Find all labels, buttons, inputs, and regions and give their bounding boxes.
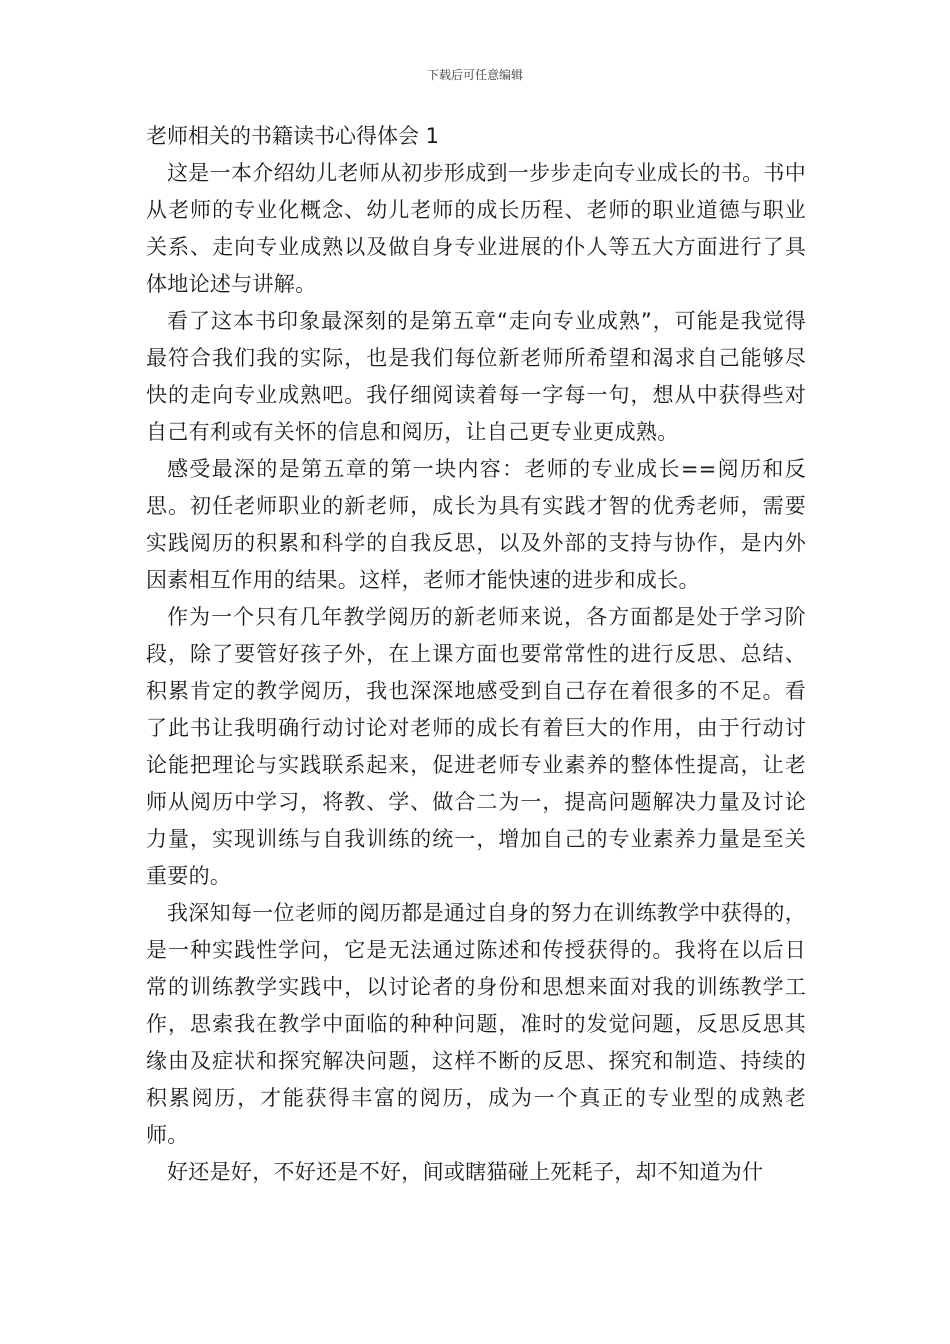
paragraph-6: 好还是好，不好还是不好，间或瞎猫碰上死耗子，却不知道为什 xyxy=(167,1160,764,1184)
paragraph-2: 看了这本书印象最深刻的是第五章“走向专业成熟”，可能是我觉得最符合我们我的实际，也是我们每位新老师所希望和渴求自己能够尽快的走向专业成熟吧。我仔细阅读着每一字每一句，想从中获得些对自己有利或有关怀的信息和阅历，让自己更专业更成熟。 xyxy=(146,309,806,444)
header-note: 下载后可任意编辑 xyxy=(426,68,523,82)
document-title: 老师相关的书籍读书心得体会 1 xyxy=(146,124,440,148)
paragraph-4: 作为一个只有几年教学阅历的新老师来说，各方面都是处于学习阶段，除了要管好孩子外，在上课方面也要常常性的进行反思、总结、积累肯定的教学阅历，我也深深地感受到自己存在着很多的不足。看了此书让我明确行动讨论对老师的成长有着巨大的作用，由于行动讨论能把理论与实践联系起来，促进老师专业素养的整体性提高，让老师从阅历中学习，将教、学、做合二为一，提高问题解决力量及讨论力量，实现训练与自我训练的统一，增加自己的专业素养力量是至关重要的。 xyxy=(146,605,806,888)
paragraph-3: 感受最深的是第五章的第一块内容：老师的专业成长==阅历和反思。初任老师职业的新老师，成长为具有实践才智的优秀老师，需要实践阅历的积累和科学的自我反思，以及外部的支持与协作，是内外因素相互作用的结果。这样，老师才能快速的进步和成长。 xyxy=(146,457,806,592)
paragraph-5: 我深知每一位老师的阅历都是通过自身的努力在训练教学中获得的，是一种实践性学问，它是无法通过陈述和传授获得的。我将在以后日常的训练教学实践中，以讨论者的身份和思想来面对我的训练教学工作，思索我在教学中面临的种种问题，准时的发觉问题，反思反思其缘由及症状和探究解决问题，这样不断的反思、探究和制造、持续的积累阅历，才能获得丰富的阅历，成为一个真正的专业型的成熟老师。 xyxy=(146,901,806,1147)
paragraph-1: 这是一本介绍幼儿老师从初步形成到一步步走向专业成长的书。书中从老师的专业化概念、幼儿老师的成长历程、老师的职业道德与职业关系、走向专业成熟以及做自身专业进展的仆人等五大方面进行了具体地论述与讲解。 xyxy=(146,161,806,296)
document-body xyxy=(146,118,806,1191)
